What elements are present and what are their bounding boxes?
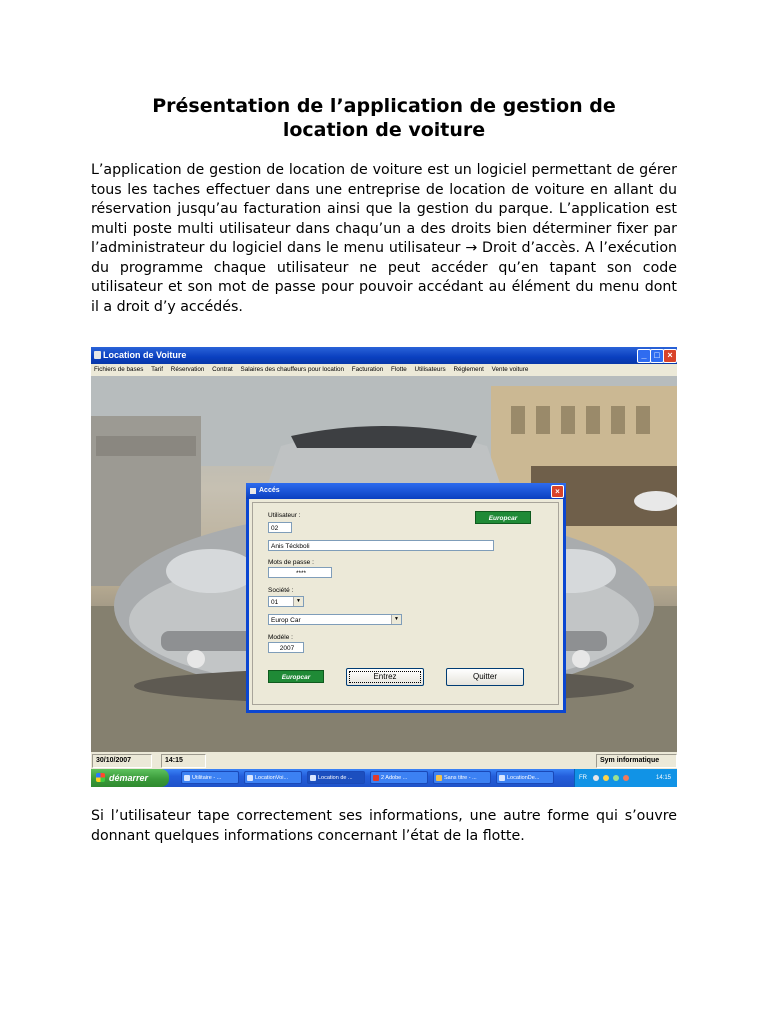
- dialog-close-icon[interactable]: ×: [551, 485, 564, 498]
- app-screenshot: [91, 347, 677, 787]
- dialog-icon: [250, 488, 256, 494]
- tray-volume-icon[interactable]: [603, 775, 609, 781]
- europcar-logo-top: Europcar: [475, 511, 531, 524]
- maximize-icon[interactable]: □: [650, 349, 664, 363]
- menu-tarif[interactable]: Tarif: [151, 366, 164, 373]
- model-label: Modéle :: [268, 634, 293, 641]
- start-button[interactable]: [91, 769, 169, 787]
- taskbar-item-label: Sans titre - ...: [444, 775, 477, 781]
- europcar-logo-bottom: Europcar: [268, 670, 324, 683]
- password-label: Mots de passe :: [268, 559, 314, 566]
- status-bar: [91, 752, 677, 769]
- menu-reglement[interactable]: Réglement: [453, 366, 484, 373]
- menu-fichiers-de-bases[interactable]: Fichiers de bases: [94, 366, 144, 373]
- intro-paragraph: L’application de gestion de location de voiture est un logiciel permettant de gérer tous les taches effectuer dans une entreprise de location de voiture en allant du réservation jusqu’au facturation ainsi que la gestion du parque. L’application est multi poste multi utilisateur dans chaqu’un a des droits bien déterminer fixer par l’administrateur du logiciel dans le menu utilisateur → Droit d’accès. A l’exécution du programme chaque utilisateur ne peut accéder qu’en tapant son code utilisateur et son mot de passe pour pouvoir accédant au élément du menu dont il a droit d’y accédés.: [91, 162, 677, 315]
- menu-utilisateurs[interactable]: Utilisateurs: [414, 366, 446, 373]
- app-title: Location de Voiture: [103, 350, 187, 360]
- app-titlebar: [91, 347, 677, 364]
- menu-bar: [91, 364, 677, 376]
- quit-button[interactable]: Quitter: [446, 668, 524, 686]
- taskbar-item-label: 2 Adobe ...: [381, 775, 408, 781]
- paint-icon: [436, 775, 442, 781]
- title-line-2: location de voiture: [282, 119, 486, 141]
- window-icon: [499, 775, 505, 781]
- password-input[interactable]: ****: [268, 567, 332, 578]
- taskbar-item-label: LocationVoi...: [255, 775, 289, 781]
- status-time: 14:15: [161, 754, 206, 768]
- dialog-form-panel: [252, 502, 559, 705]
- user-name-input[interactable]: Anis Téckboli: [268, 540, 494, 551]
- app-icon: [94, 351, 101, 359]
- taskbar-item[interactable]: [244, 771, 302, 784]
- menu-flotte[interactable]: Flotte: [391, 366, 407, 373]
- outro-paragraph: Si l’utilisateur tape correctement ses informations, une autre forme qui s’ouvre donnant quelques informations concernant l’état de la flotte.: [91, 808, 677, 844]
- status-company: Sym informatique: [596, 754, 677, 768]
- company-name-select[interactable]: [268, 614, 402, 625]
- taskbar-item-label: Location de ...: [318, 775, 353, 781]
- window-icon: [310, 775, 316, 781]
- access-dialog: [246, 483, 566, 713]
- tray-app-icon[interactable]: [623, 775, 629, 781]
- menu-vente-voiture[interactable]: Vente voiture: [491, 366, 529, 373]
- menu-reservation[interactable]: Réservation: [170, 366, 205, 373]
- company-code-value: 01: [271, 599, 279, 606]
- taskbar-item[interactable]: [433, 771, 491, 784]
- dialog-title: Accés: [259, 487, 280, 494]
- menu-salaires[interactable]: Salaires des chauffeurs pour location: [240, 366, 345, 373]
- tray-clock[interactable]: 14:15: [655, 775, 671, 781]
- model-input[interactable]: 2007: [268, 642, 304, 653]
- user-code-input[interactable]: 02: [268, 522, 292, 533]
- menu-contrat[interactable]: Contrat: [212, 366, 233, 373]
- tray-language[interactable]: FR: [579, 775, 587, 781]
- menu-facturation[interactable]: Facturation: [351, 366, 384, 373]
- company-label: Société :: [268, 587, 294, 594]
- enter-button[interactable]: Entrez: [346, 668, 424, 686]
- taskbar-item[interactable]: [496, 771, 554, 784]
- company-code-select[interactable]: [268, 596, 304, 607]
- start-label: démarrer: [109, 773, 149, 783]
- tray-security-icon[interactable]: [613, 775, 619, 781]
- taskbar-item-label: Utilitaire - ...: [192, 775, 222, 781]
- minimize-icon[interactable]: _: [637, 349, 651, 363]
- document-title: [60, 94, 708, 142]
- windows-logo-icon: [96, 773, 105, 782]
- window-icon: [184, 775, 190, 781]
- title-line-1: Présentation de l’application de gestion de: [152, 95, 616, 117]
- taskbar-item[interactable]: [181, 771, 239, 784]
- chevron-down-icon[interactable]: ▼: [293, 597, 303, 606]
- chevron-down-icon[interactable]: ▼: [391, 615, 401, 624]
- dialog-titlebar: [246, 483, 566, 499]
- taskbar-item-label: LocationDe...: [507, 775, 540, 781]
- windows-taskbar: [91, 769, 677, 787]
- company-name-value: Europ Car: [271, 617, 301, 624]
- taskbar-item[interactable]: [370, 771, 428, 784]
- window-icon: [247, 775, 253, 781]
- status-date: 30/10/2007: [92, 754, 152, 768]
- close-icon[interactable]: ×: [663, 349, 677, 363]
- user-label: Utilisateur :: [268, 512, 301, 519]
- system-tray: [574, 769, 677, 787]
- tray-network-icon[interactable]: [593, 775, 599, 781]
- adobe-icon: [373, 775, 379, 781]
- car-background-photo: [91, 376, 677, 752]
- taskbar-item-active[interactable]: [307, 771, 365, 784]
